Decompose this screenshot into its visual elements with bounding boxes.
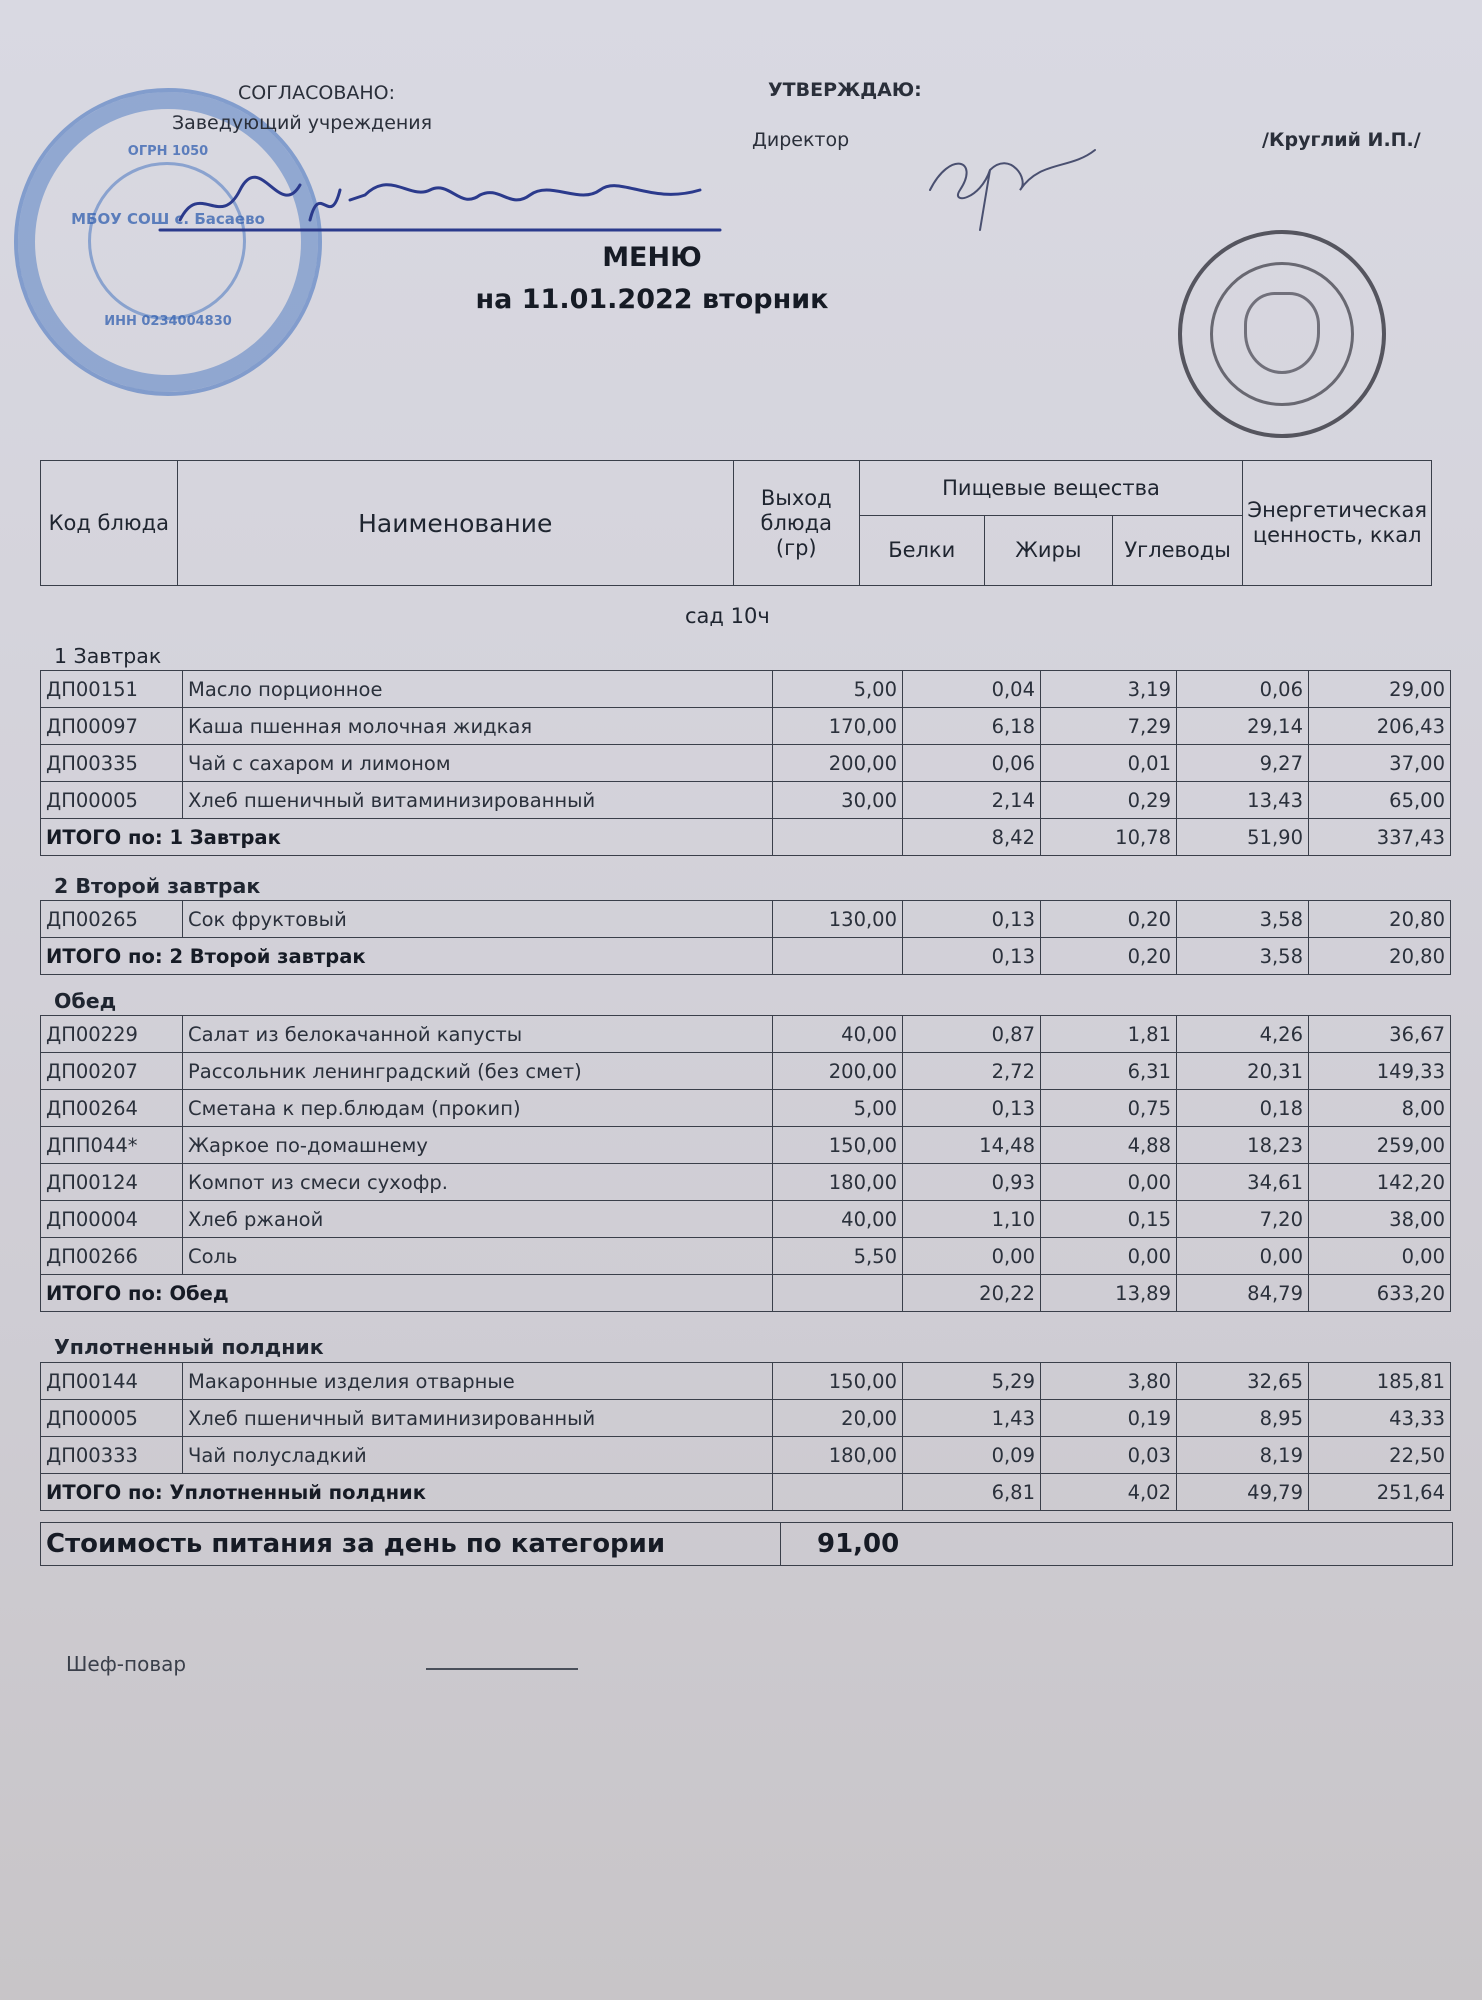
total-energy: 251,64 (1309, 1474, 1451, 1511)
dish-fats: 3,80 (1041, 1363, 1177, 1400)
dish-yield: 200,00 (773, 745, 903, 782)
total-label: ИТОГО по: 1 Завтрак (41, 819, 773, 856)
dish-code: ДП00097 (41, 708, 183, 745)
dish-proteins: 0,04 (903, 671, 1041, 708)
col-nutrients: Пищевые вещества (859, 461, 1243, 516)
dish-carbs: 0,00 (1177, 1238, 1309, 1275)
dish-yield: 20,00 (773, 1400, 903, 1437)
total-energy: 20,80 (1309, 938, 1451, 975)
dish-code: ДП00005 (41, 1400, 183, 1437)
dish-proteins: 0,87 (903, 1016, 1041, 1053)
total-fats: 0,20 (1041, 938, 1177, 975)
dish-energy: 8,00 (1309, 1090, 1451, 1127)
dish-energy: 43,33 (1309, 1400, 1451, 1437)
dish-carbs: 18,23 (1177, 1127, 1309, 1164)
dish-code: ДП00124 (41, 1164, 183, 1201)
dish-carbs: 3,58 (1177, 901, 1309, 938)
stamp-school-name: МБОУ СОШ с. Басаево (71, 210, 265, 228)
dish-name: Салат из белокачанной капусты (183, 1016, 773, 1053)
dish-yield: 180,00 (773, 1437, 903, 1474)
col-name: Наименование (177, 461, 733, 586)
total-energy: 633,20 (1309, 1275, 1451, 1312)
table-row (41, 1201, 1451, 1238)
category-label: сад 10ч (685, 604, 770, 628)
total-label: ИТОГО по: Обед (41, 1275, 773, 1312)
dish-carbs: 8,19 (1177, 1437, 1309, 1474)
agreed-signature (160, 160, 720, 250)
dish-energy: 142,20 (1309, 1164, 1451, 1201)
table-row (41, 1238, 1451, 1275)
chef-label: Шеф-повар (66, 1652, 187, 1676)
table-row (41, 1016, 1451, 1053)
cost-label: Стоимость питания за день по категории (41, 1523, 781, 1566)
dish-energy: 0,00 (1309, 1238, 1451, 1275)
col-yield: Выход блюда (гр) (733, 461, 859, 586)
dish-code: ДП00004 (41, 1201, 183, 1238)
dish-name: Чай с сахаром и лимоном (183, 745, 773, 782)
col-code: Код блюда (41, 461, 178, 586)
dish-energy: 36,67 (1309, 1016, 1451, 1053)
total-proteins: 6,81 (903, 1474, 1041, 1511)
director-signature (920, 130, 1100, 240)
col-carbs: Углеводы (1112, 516, 1243, 586)
dish-carbs: 29,14 (1177, 708, 1309, 745)
dish-fats: 3,19 (1041, 671, 1177, 708)
agreed-role: Заведующий учреждения (172, 112, 433, 134)
dish-code: ДП00266 (41, 1238, 183, 1275)
dish-energy: 20,80 (1309, 901, 1451, 938)
chef-signature-line (426, 1668, 578, 1670)
dish-yield: 200,00 (773, 1053, 903, 1090)
dish-yield: 5,00 (773, 1090, 903, 1127)
dish-name: Компот из смеси сухофр. (183, 1164, 773, 1201)
dish-proteins: 0,00 (903, 1238, 1041, 1275)
dish-energy: 65,00 (1309, 782, 1451, 819)
dish-fats: 0,00 (1041, 1238, 1177, 1275)
dish-proteins: 2,72 (903, 1053, 1041, 1090)
dish-yield: 180,00 (773, 1164, 903, 1201)
dish-yield: 40,00 (773, 1201, 903, 1238)
dish-carbs: 8,95 (1177, 1400, 1309, 1437)
table-row (41, 1127, 1451, 1164)
dish-proteins: 0,13 (903, 1090, 1041, 1127)
section-title: 1 Завтрак (54, 644, 162, 668)
total-row (41, 1474, 1451, 1511)
dish-energy: 38,00 (1309, 1201, 1451, 1238)
dish-carbs: 4,26 (1177, 1016, 1309, 1053)
dish-fats: 0,01 (1041, 745, 1177, 782)
table-row (41, 1090, 1451, 1127)
dish-name: Сметана к пер.блюдам (прокип) (183, 1090, 773, 1127)
dish-code: ДП00264 (41, 1090, 183, 1127)
dish-carbs: 34,61 (1177, 1164, 1309, 1201)
agreed-label: СОГЛАСОВАНО: (238, 82, 395, 104)
total-row (41, 1275, 1451, 1312)
total-label: ИТОГО по: 2 Второй завтрак (41, 938, 773, 975)
page-title: МЕНЮ (602, 242, 702, 273)
table-row (41, 708, 1451, 745)
table-row (41, 901, 1451, 938)
dish-name: Макаронные изделия отварные (183, 1363, 773, 1400)
dish-yield: 30,00 (773, 782, 903, 819)
table-row (41, 745, 1451, 782)
cost-value: 91,00 (781, 1523, 1453, 1566)
dish-fats: 0,75 (1041, 1090, 1177, 1127)
dish-fats: 4,88 (1041, 1127, 1177, 1164)
dish-name: Масло порционное (183, 671, 773, 708)
dish-code: ДП00265 (41, 901, 183, 938)
dish-name: Хлеб ржаной (183, 1201, 773, 1238)
dish-yield: 40,00 (773, 1016, 903, 1053)
dish-carbs: 0,06 (1177, 671, 1309, 708)
total-row (41, 938, 1451, 975)
dish-name: Соль (183, 1238, 773, 1275)
total-carbs: 3,58 (1177, 938, 1309, 975)
stamp-inn: ИНН 0234004830 (104, 314, 232, 329)
dish-fats: 0,20 (1041, 901, 1177, 938)
official-seal (1178, 230, 1386, 438)
table-row (41, 1363, 1451, 1400)
section-table-lunch (40, 1015, 1451, 1312)
dish-carbs: 9,27 (1177, 745, 1309, 782)
dish-proteins: 1,43 (903, 1400, 1041, 1437)
col-energy: Энергетическая ценность, ккал (1243, 461, 1432, 586)
table-row (41, 1164, 1451, 1201)
stamp-ogrn: ОГРН 1050 (127, 144, 209, 159)
table-row (41, 1437, 1451, 1474)
dish-proteins: 0,93 (903, 1164, 1041, 1201)
table-row (41, 671, 1451, 708)
dish-energy: 149,33 (1309, 1053, 1451, 1090)
dish-name: Чай полусладкий (183, 1437, 773, 1474)
total-carbs: 84,79 (1177, 1275, 1309, 1312)
dish-yield: 130,00 (773, 901, 903, 938)
table-row (41, 1400, 1451, 1437)
total-fats: 4,02 (1041, 1474, 1177, 1511)
dish-code: ДП00333 (41, 1437, 183, 1474)
total-proteins: 20,22 (903, 1275, 1041, 1312)
dish-code: ДП00335 (41, 745, 183, 782)
table-row (41, 1053, 1451, 1090)
dish-proteins: 0,06 (903, 745, 1041, 782)
dish-carbs: 7,20 (1177, 1201, 1309, 1238)
menu-date: на 11.01.2022 вторник (475, 284, 829, 315)
dish-code: ДПП044* (41, 1127, 183, 1164)
dish-energy: 22,50 (1309, 1437, 1451, 1474)
dish-energy: 259,00 (1309, 1127, 1451, 1164)
dish-yield: 5,00 (773, 671, 903, 708)
section-title: Обед (54, 989, 117, 1013)
dish-code: ДП00229 (41, 1016, 183, 1053)
total-fats: 10,78 (1041, 819, 1177, 856)
dish-name: Каша пшенная молочная жидкая (183, 708, 773, 745)
dish-fats: 0,19 (1041, 1400, 1177, 1437)
total-carbs: 51,90 (1177, 819, 1309, 856)
dish-energy: 29,00 (1309, 671, 1451, 708)
director-name: /Круглий И.П./ (1262, 129, 1421, 151)
total-proteins: 8,42 (903, 819, 1041, 856)
dish-code: ДП00151 (41, 671, 183, 708)
dish-name: Хлеб пшеничный витаминизированный (183, 1400, 773, 1437)
section-table-breakfast (40, 670, 1451, 856)
dish-yield: 150,00 (773, 1363, 903, 1400)
dish-carbs: 20,31 (1177, 1053, 1309, 1090)
total-proteins: 0,13 (903, 938, 1041, 975)
section-title: 2 Второй завтрак (54, 874, 261, 898)
dish-yield: 170,00 (773, 708, 903, 745)
dish-carbs: 13,43 (1177, 782, 1309, 819)
dish-fats: 0,03 (1041, 1437, 1177, 1474)
dish-fats: 1,81 (1041, 1016, 1177, 1053)
total-energy: 337,43 (1309, 819, 1451, 856)
daily-cost (40, 1522, 1453, 1566)
dish-energy: 206,43 (1309, 708, 1451, 745)
dish-fats: 6,31 (1041, 1053, 1177, 1090)
dish-energy: 37,00 (1309, 745, 1451, 782)
dish-proteins: 14,48 (903, 1127, 1041, 1164)
total-fats: 13,89 (1041, 1275, 1177, 1312)
dish-code: ДП00005 (41, 782, 183, 819)
dish-proteins: 5,29 (903, 1363, 1041, 1400)
total-carbs: 49,79 (1177, 1474, 1309, 1511)
dish-proteins: 0,13 (903, 901, 1041, 938)
total-row (41, 819, 1451, 856)
dish-carbs: 0,18 (1177, 1090, 1309, 1127)
dish-proteins: 1,10 (903, 1201, 1041, 1238)
total-label: ИТОГО по: Уплотненный полдник (41, 1474, 773, 1511)
approve-label: УТВЕРЖДАЮ: (768, 79, 922, 101)
dish-name: Хлеб пшеничный витаминизированный (183, 782, 773, 819)
menu-table-header (40, 460, 1432, 586)
dish-name: Рассольник ленинградский (без смет) (183, 1053, 773, 1090)
section-table-second-breakfast (40, 900, 1451, 975)
dish-fats: 0,29 (1041, 782, 1177, 819)
dish-code: ДП00144 (41, 1363, 183, 1400)
dish-code: ДП00207 (41, 1053, 183, 1090)
table-row (41, 782, 1451, 819)
dish-energy: 185,81 (1309, 1363, 1451, 1400)
col-proteins: Белки (859, 516, 984, 586)
dish-yield: 5,50 (773, 1238, 903, 1275)
section-title: Уплотненный полдник (54, 1335, 324, 1359)
dish-fats: 0,00 (1041, 1164, 1177, 1201)
dish-fats: 7,29 (1041, 708, 1177, 745)
dish-name: Жаркое по-домашнему (183, 1127, 773, 1164)
dish-carbs: 32,65 (1177, 1363, 1309, 1400)
dish-yield: 150,00 (773, 1127, 903, 1164)
section-table-snack (40, 1362, 1451, 1511)
dish-proteins: 0,09 (903, 1437, 1041, 1474)
dish-proteins: 6,18 (903, 708, 1041, 745)
col-fats: Жиры (984, 516, 1112, 586)
dish-proteins: 2,14 (903, 782, 1041, 819)
dish-fats: 0,15 (1041, 1201, 1177, 1238)
dish-name: Сок фруктовый (183, 901, 773, 938)
director-role: Директор (752, 129, 850, 151)
